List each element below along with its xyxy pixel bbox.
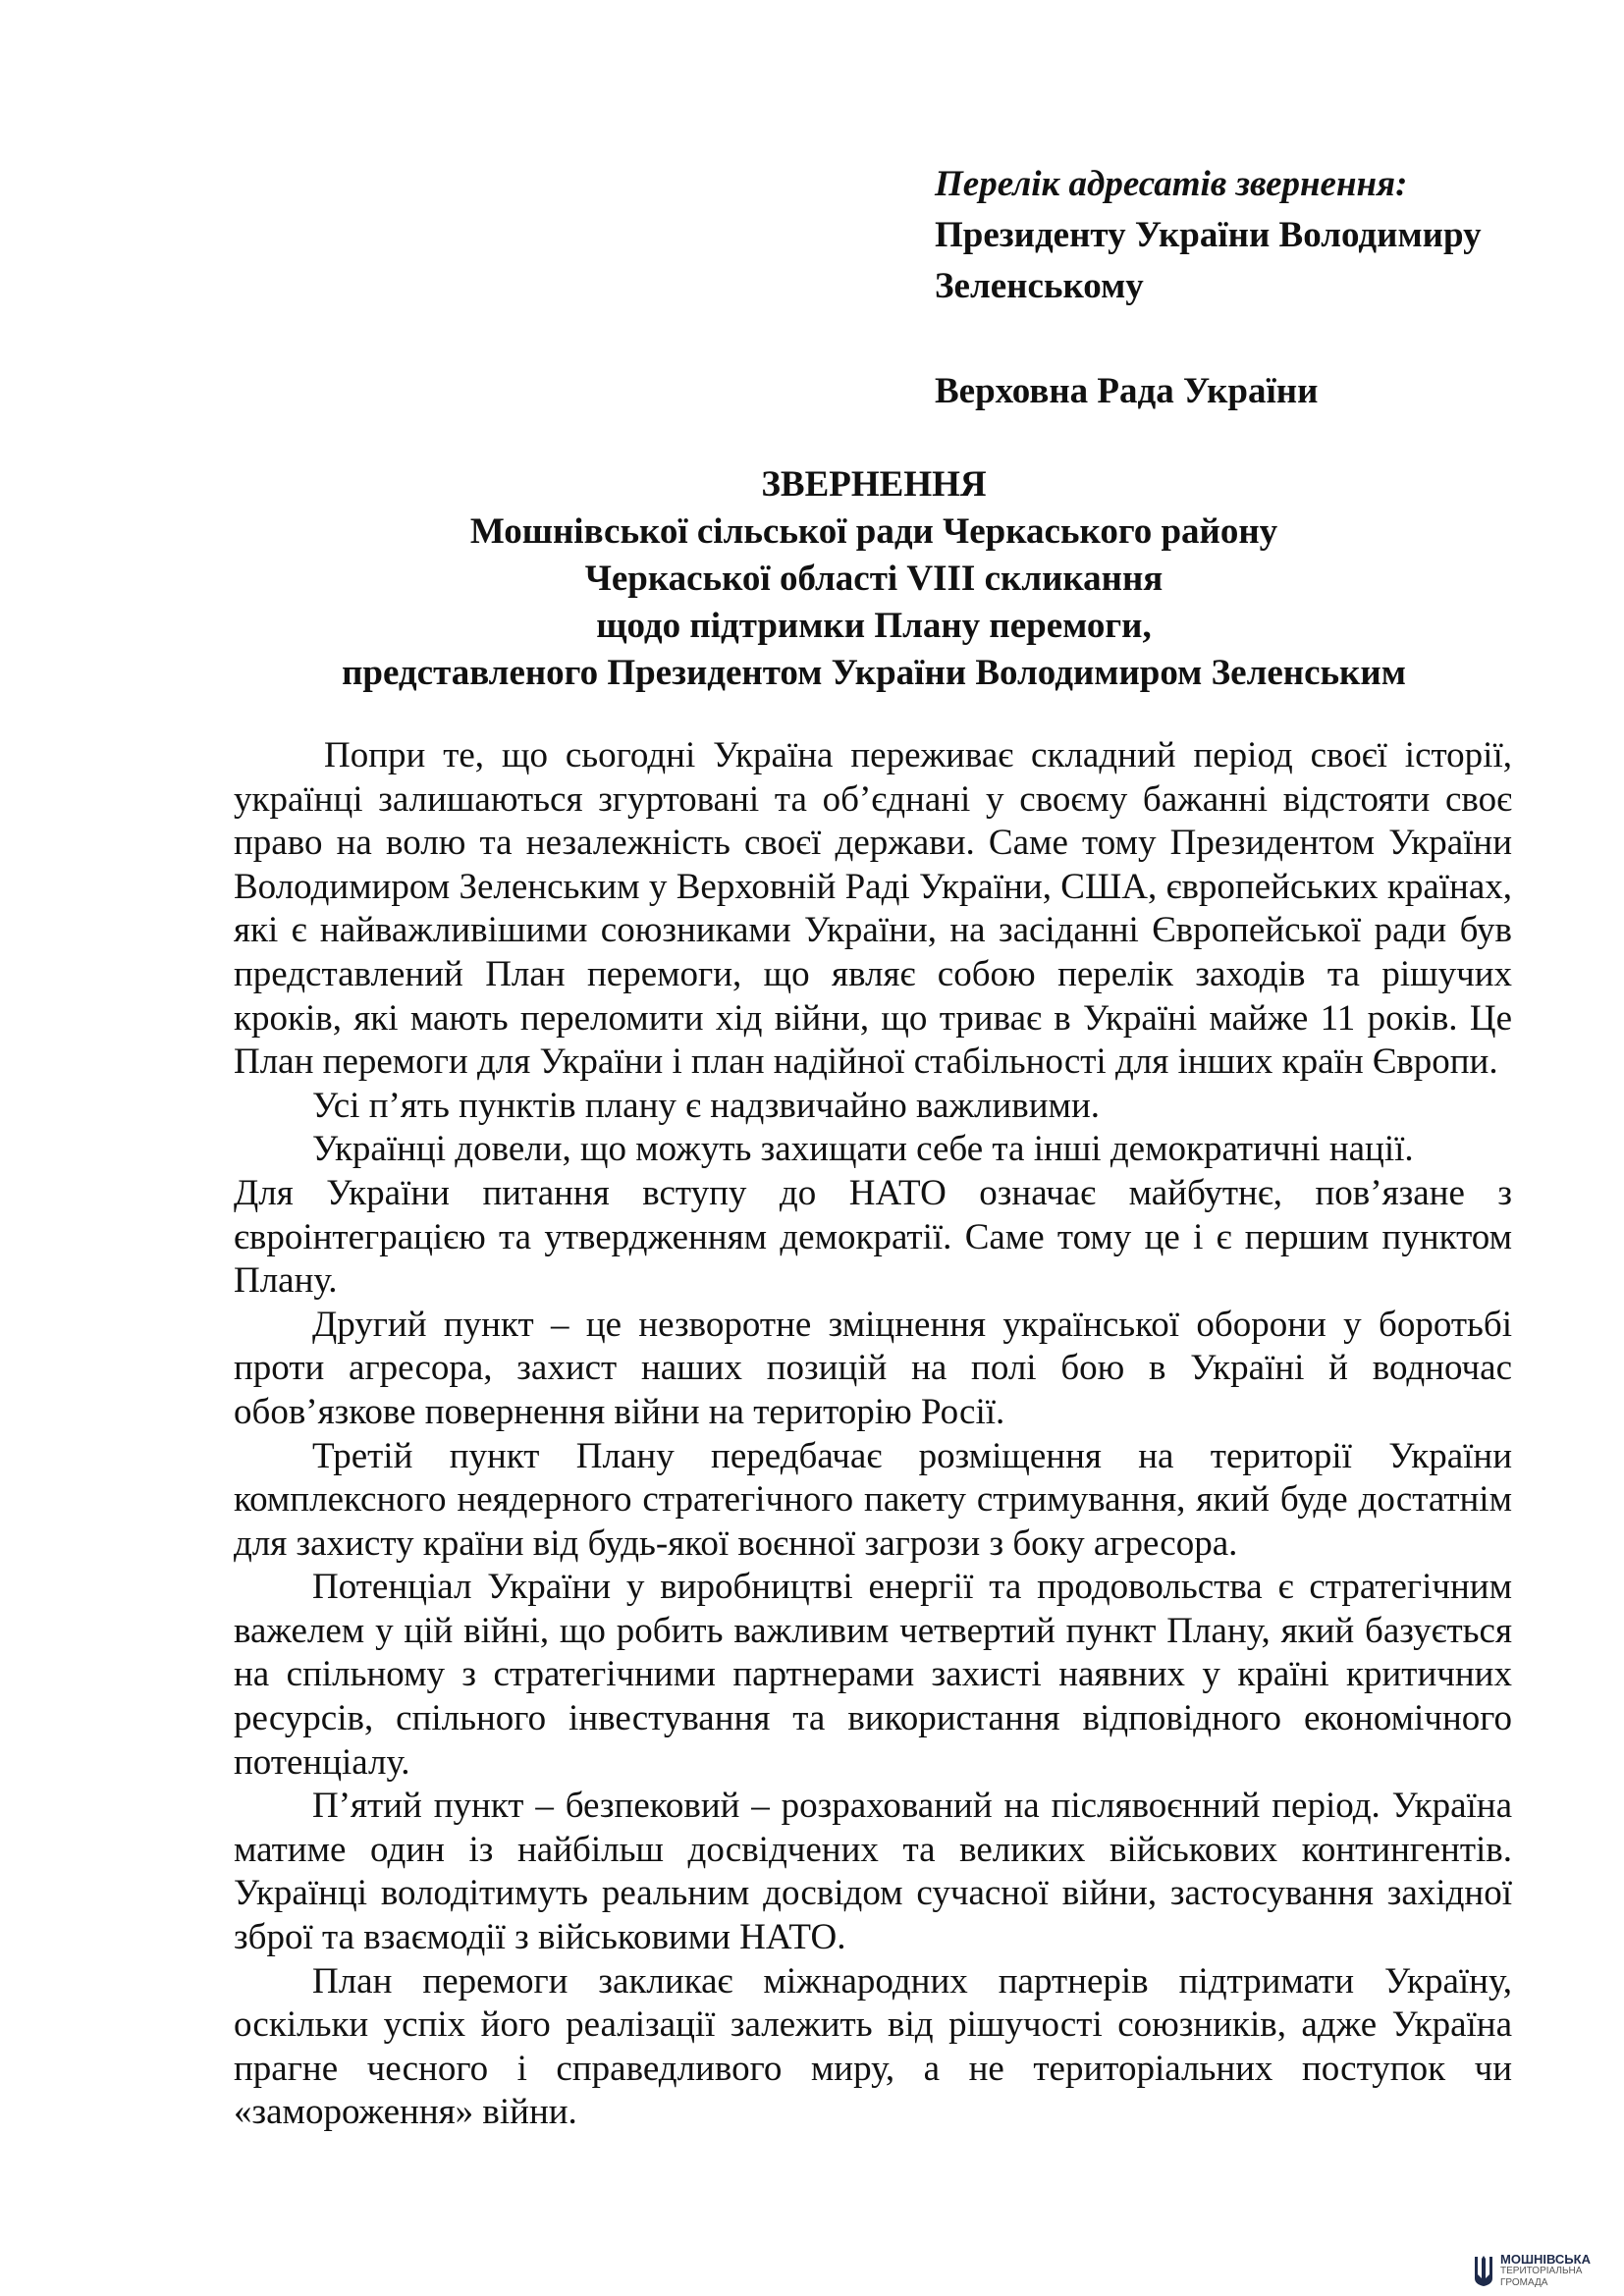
addressees-caption: Перелік адресатів звернення: [935,164,1408,204]
body-paragraph-7: Потенціал України у виробництві енергії та продовольства є стратегічним важелем у цій війні, що робить важливим четвертий пункт Плану, який базується на спільному з стратегічними партнерами захисті наявних у країні критичних ресурсів, спільного інвестування та використання відповідного економічного потенціалу. [234,1567,1512,1783]
recipient-president-line2: Зеленському [935,266,1144,306]
trident-icon [1473,2255,1494,2288]
title-line-1: ЗВЕРНЕННЯ [761,464,987,505]
body-paragraph-1: Попри те, що сьогодні Україна переживає складний період своєї історії, українці залишаються згуртовані та об’єднані у своєму бажанні відстояти своє право на волю та незалежність своєї держави. Саме тому Президентом України Володимиром Зеленським у Верховній Раді України, США, європейських країнах, які є найважливішими союзниками України, на засіданні Європейської ради був представлений План перемоги, що являє собою перелік заходів та рішучих кроків, які мають переломити хід війни, що триває в Україні майже 11 років. Це План перемоги для України і план надійної стабільності для інших країн Європи. [234,735,1512,1083]
logo-sub-2: ГРОМАДА [1500,2277,1548,2288]
community-logo [1473,2252,1620,2291]
body-paragraph-2: Усі п’ять пунктів плану є надзвичайно важливими. [312,1085,1101,1126]
body-paragraph-8: П’ятий пункт – безпековий – розрахований на післявоєнний період. Україна матиме один із найбільш досвідчених та великих військових контингентів. Українці володітимуть реальним досвідом сучасної війни, застосування західної зброї та взаємодії з військовими НАТО. [234,1786,1512,1958]
body-paragraph-5: Другий пункт – це незворотне зміцнення української оборони у боротьбі проти агресора, захист наших позицій на полі бою в Україні й водночас обов’язкове повернення війни на територію Росії. [234,1304,1512,1432]
title-line-4: щодо підтримки Плану перемоги, [596,606,1152,646]
logo-name: МОШНІВСЬКА [1500,2252,1591,2267]
recipient-verkhovna-rada: Верховна Рада України [935,371,1319,411]
document-body [234,734,1512,2135]
title-line-3: Черкаської області VIII скликання [584,559,1164,599]
body-paragraph-6: Третій пункт Плану передбачає розміщення на території України комплексного неядерного стратегічного пакету стримування, який буде достатнім для захисту країни від будь-якої воєнної загрози з боку агресора. [234,1435,1512,1564]
title-line-5: представленого Президентом України Володимиром Зеленським [342,653,1406,693]
title-line-2: Мошнівської сільської ради Черкаського району [469,511,1278,552]
body-paragraph-9: План перемоги закликає міжнародних партнерів підтримати Україну, оскільки успіх його реалізації залежить від рішучості союзників, адже Україна прагне чесного і справедливого миру, а не територіальних поступок чи «замороження» війни. [234,1960,1512,2133]
addressees-block [935,159,1563,417]
body-paragraph-3: Українці довели, що можуть захищати себе та інші демократичні нації. [312,1129,1414,1170]
body-paragraph-4: Для України питання вступу до НАТО означає майбутнє, пов’язане з євроінтеграцією та утвердженням демократії. Саме тому це і є першим пунктом Плану. [234,1172,1512,1302]
document-title [216,461,1532,697]
logo-sub-1: ТЕРИТОРІАЛЬНА [1500,2266,1583,2276]
recipient-president-line1: Президенту України Володимиру [935,215,1482,255]
